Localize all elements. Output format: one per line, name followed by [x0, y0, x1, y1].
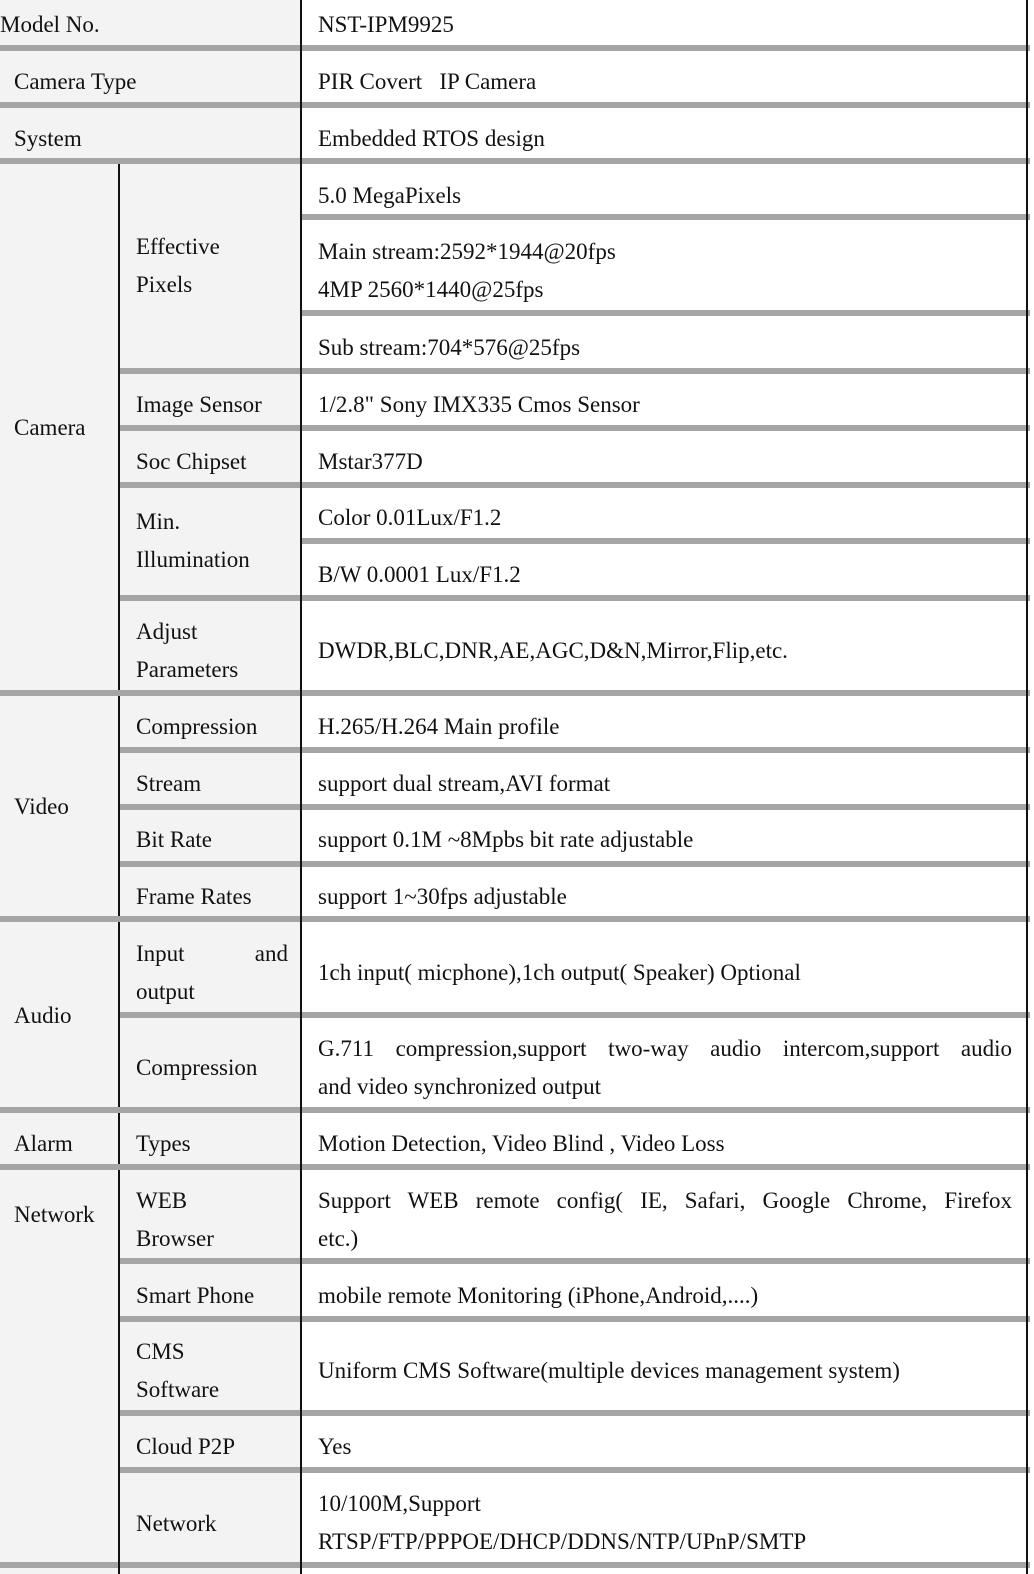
column-rule: [118, 922, 120, 1107]
input-output-value: 1ch input( micphone),1ch output( Speaker) Optional: [318, 960, 801, 985]
image-sensor-value: 1/2.8" Sony IMX335 Cmos Sensor: [318, 392, 640, 417]
row-divider: [120, 368, 1030, 374]
cloud-p2p-value: Yes: [318, 1434, 352, 1459]
row-divider: [120, 595, 1030, 601]
web-browser-value: Support WEB remote config( IE, Safari, Google Chrome, Firefox etc.): [318, 1188, 1012, 1251]
soc-chipset-label: Soc Chipset: [136, 449, 247, 474]
row-divider: [120, 425, 1030, 431]
model-label: Model No.: [0, 12, 100, 37]
row-divider: [0, 45, 1030, 51]
effective-pixels-value-1: 5.0 MegaPixels: [318, 183, 462, 208]
system-value: Embedded RTOS design: [318, 126, 545, 151]
network-category-label: Network: [14, 1202, 95, 1227]
audio-category-label: Audio: [14, 1003, 72, 1028]
camera-type-value: PIR Covert IP Camera: [318, 69, 537, 94]
video-category-label: Video: [14, 794, 69, 819]
camera-category-label: Camera: [14, 415, 86, 440]
row-divider: [302, 538, 1030, 544]
stream-value: support dual stream,AVI format: [318, 771, 611, 796]
adjust-parameters-label: Adjust Parameters: [136, 619, 239, 682]
model-value: NST-IPM9925: [318, 12, 454, 37]
row-divider: [0, 102, 1030, 108]
audio-compression-value: G.711 compression,support two-way audio intercom,support audio and video synchronized output: [318, 1036, 1012, 1099]
column-rule: [118, 696, 120, 916]
row-divider: [120, 804, 1030, 810]
video-compression-label: Compression: [136, 714, 258, 739]
network-spec-value: 10/100M,Support RTSP/FTP/PPPOE/DHCP/DDNS/NTP/UPnP/SMTP: [318, 1491, 807, 1554]
row-divider: [0, 916, 1030, 922]
system-label: System: [14, 126, 82, 151]
row-divider: [120, 1467, 1030, 1473]
row-divider: [120, 1316, 1030, 1322]
video-compression-value: H.265/H.264 Main profile: [318, 714, 560, 739]
camera-type-label: Camera Type: [14, 69, 137, 94]
image-sensor-label: Image Sensor: [136, 392, 262, 417]
smart-phone-label: Smart Phone: [136, 1283, 255, 1308]
effective-pixels-value-3: Sub stream:704*576@25fps: [318, 335, 581, 360]
column-rule: [118, 1113, 120, 1164]
column-rule: [118, 1170, 120, 1574]
alarm-types-value: Motion Detection, Video Blind , Video Loss: [318, 1131, 725, 1156]
bit-rate-value: support 0.1M ~8Mpbs bit rate adjustable: [318, 827, 694, 852]
soc-chipset-value: Mstar377D: [318, 449, 423, 474]
min-illumination-value-1: Color 0.01Lux/F1.2: [318, 505, 502, 530]
row-divider: [120, 482, 1030, 488]
effective-pixels-value-2: Main stream:2592*1944@20fps 4MP 2560*1440@25fps: [318, 239, 616, 302]
input-output-label: Input and output: [136, 941, 288, 1004]
bit-rate-label: Bit Rate: [136, 827, 213, 852]
audio-compression-label: Compression: [136, 1055, 258, 1080]
min-illumination-label: Min. Illumination: [136, 509, 250, 572]
row-divider: [0, 158, 1030, 164]
column-rule: [118, 164, 120, 690]
network-spec-label: Network: [136, 1511, 217, 1536]
adjust-parameters-value: DWDR,BLC,DNR,AE,AGC,D&N,Mirror,Flip,etc.: [318, 638, 788, 663]
table-right-rule: [1026, 0, 1028, 1574]
effective-pixels-label: Effective Pixels: [136, 234, 220, 297]
web-browser-label: WEB Browser: [136, 1188, 214, 1251]
alarm-category-label: Alarm: [14, 1131, 73, 1156]
min-illumination-value-2: B/W 0.0001 Lux/F1.2: [318, 562, 521, 587]
cms-software-label: CMS Software: [136, 1339, 220, 1402]
cms-software-value: Uniform CMS Software(multiple devices management system): [318, 1358, 900, 1383]
smart-phone-value: mobile remote Monitoring (iPhone,Android,....): [318, 1283, 759, 1308]
alarm-types-label: Types: [136, 1131, 191, 1156]
frame-rates-label: Frame Rates: [136, 884, 252, 909]
row-divider: [120, 861, 1030, 867]
cloud-p2p-label: Cloud P2P: [136, 1434, 236, 1459]
row-divider: [120, 747, 1030, 753]
column-rule: [300, 0, 302, 1574]
stream-label: Stream: [136, 771, 202, 796]
category-column-bg: [0, 0, 120, 1574]
row-divider: [0, 1164, 1030, 1170]
frame-rates-value: support 1~30fps adjustable: [318, 884, 567, 909]
